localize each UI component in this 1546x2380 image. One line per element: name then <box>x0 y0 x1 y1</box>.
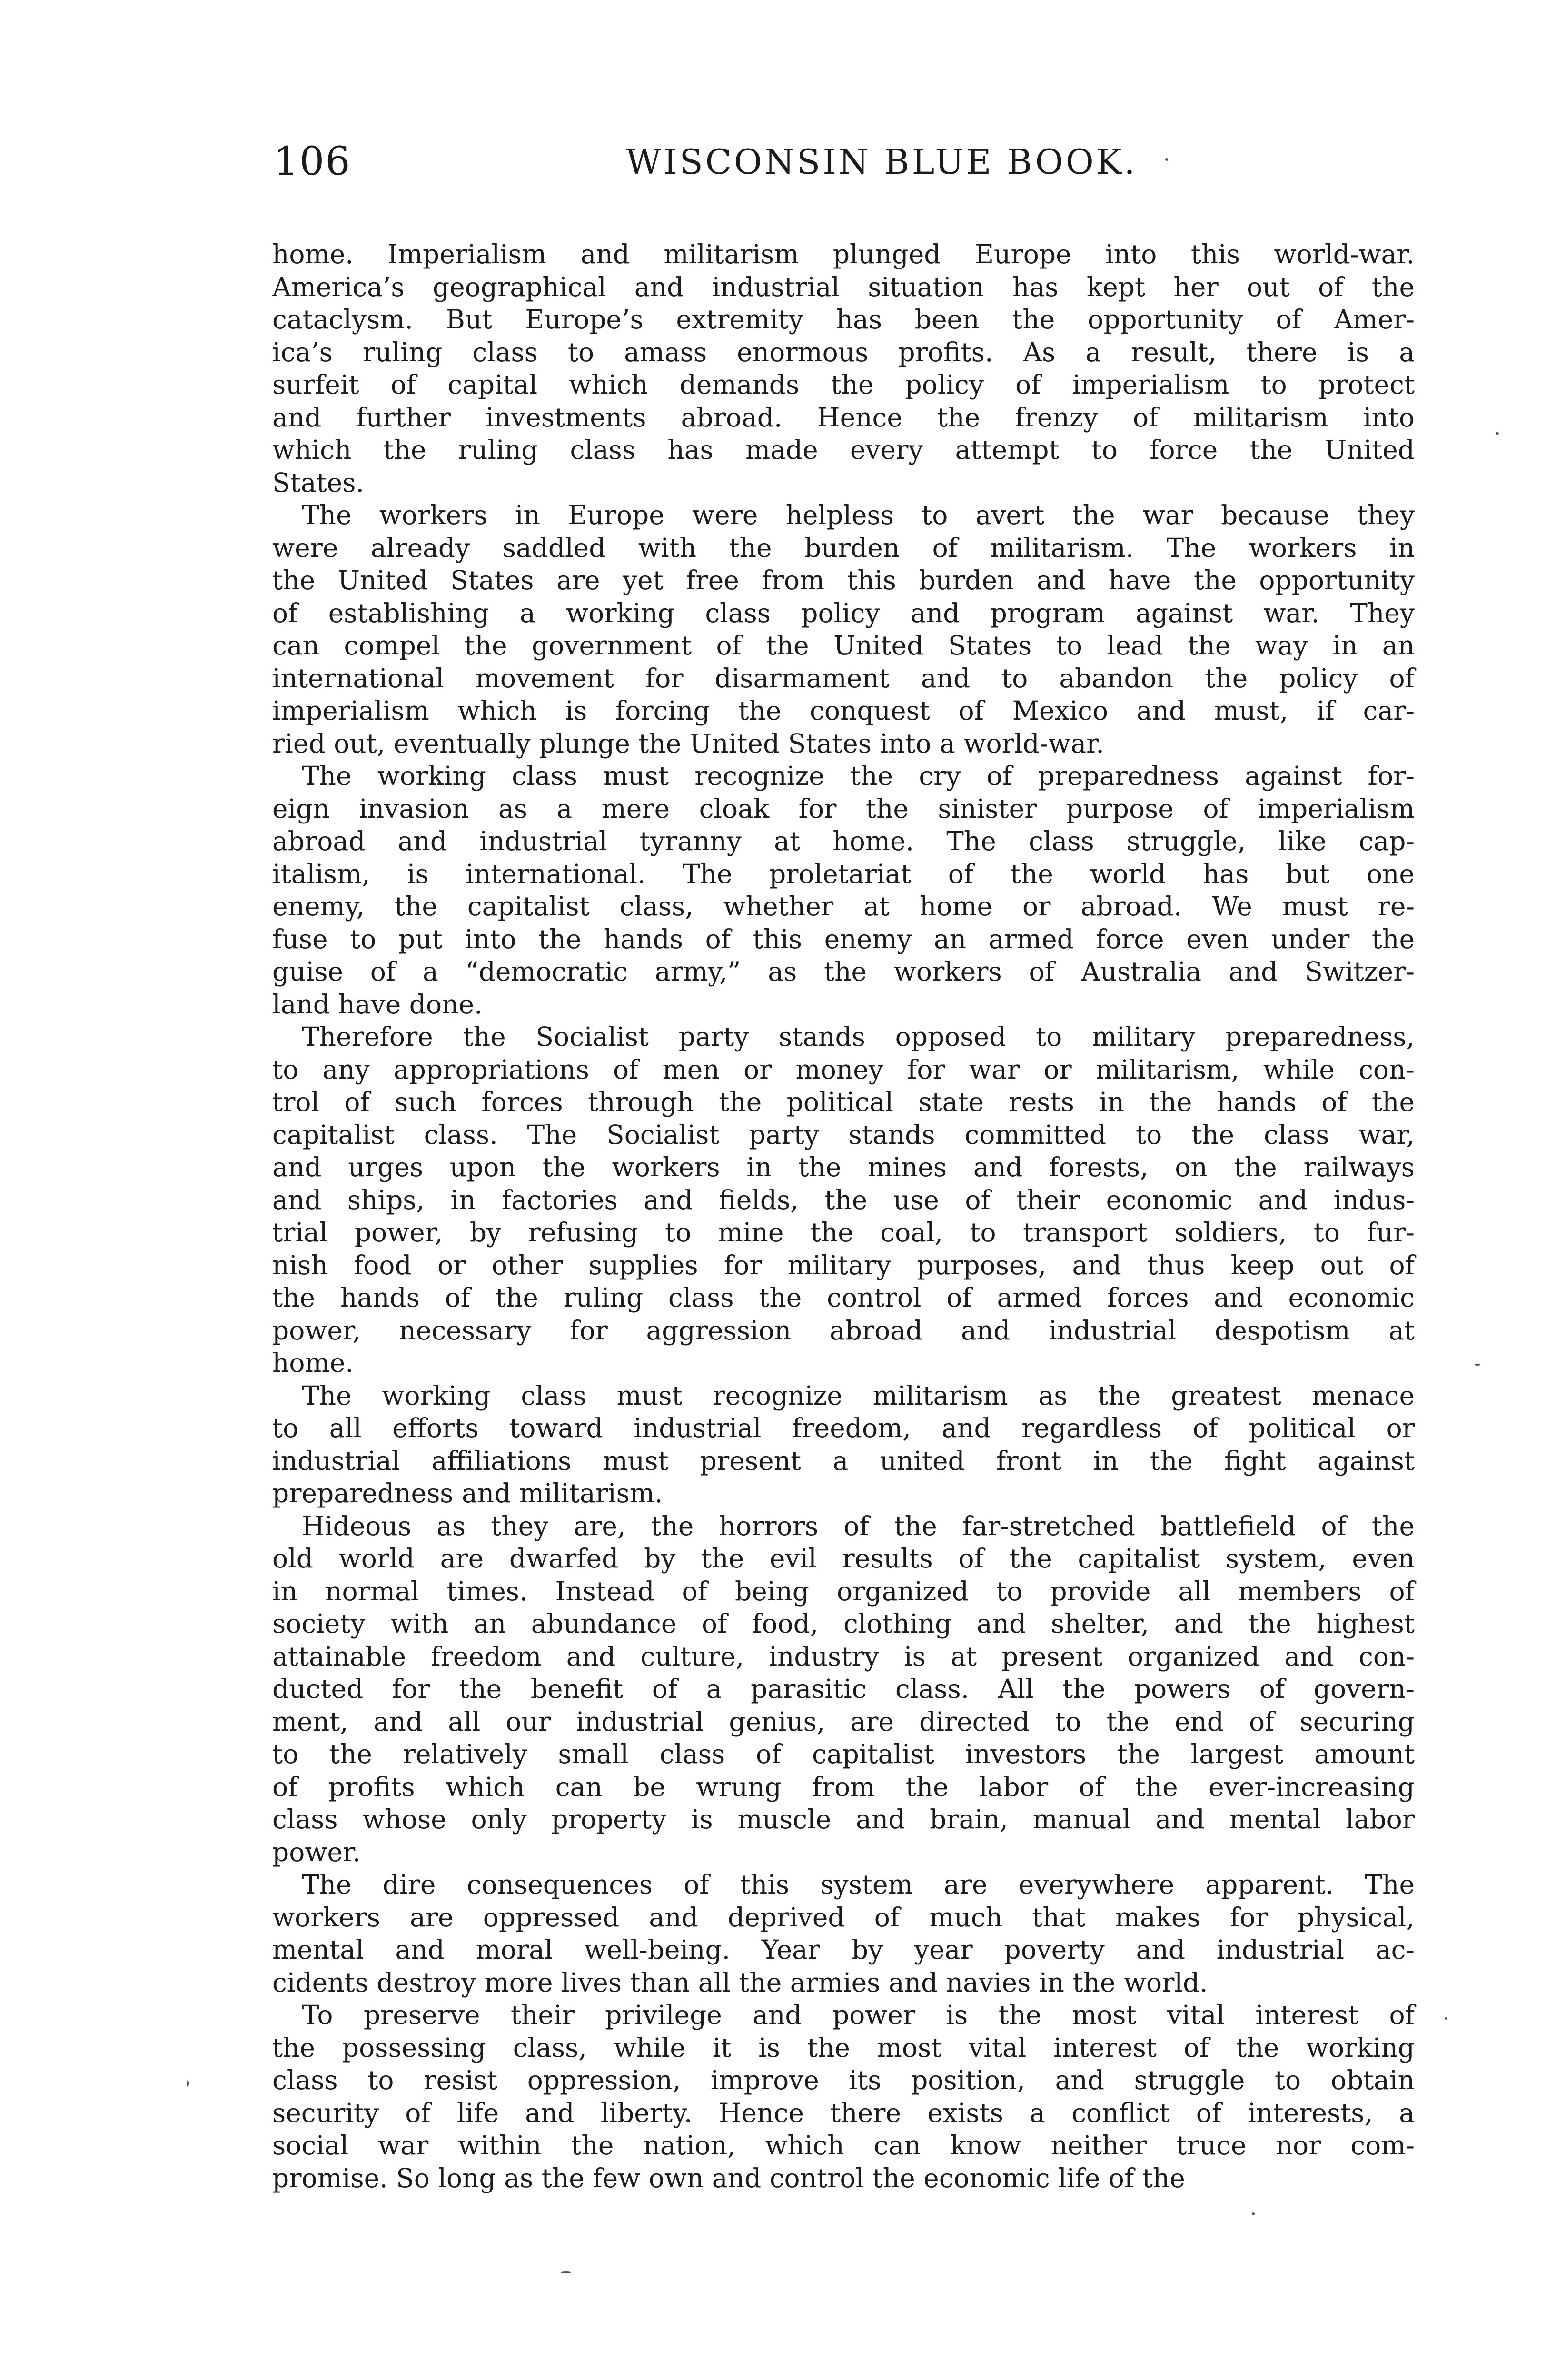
text-line: workers are oppressed and deprived of much that makes for physical, <box>272 1902 1415 1933</box>
text-line: imperialism which is forcing the conquest of Mexico and must, if car- <box>272 695 1415 726</box>
text-line: to any appropriations of men or money for war or militarism, while con- <box>272 1054 1415 1085</box>
text-line: guise of a “democratic army,” as the workers of Australia and Switzer- <box>272 956 1415 987</box>
text-line: Therefore the Socialist party stands opposed to military preparedness, <box>302 1021 1415 1052</box>
text-line: eign invasion as a mere cloak for the sinister purpose of imperialism <box>272 793 1415 824</box>
text-line: to the relatively small class of capitalist investors the largest amount <box>272 1739 1415 1769</box>
text-line: States. <box>272 467 364 498</box>
scan-speck <box>1475 1364 1480 1366</box>
text-line: attainable freedom and culture, industry is at present organized and con- <box>272 1641 1415 1672</box>
text-line: the hands of the ruling class the control of armed forces and economic <box>272 1282 1415 1313</box>
paragraph <box>272 499 1415 760</box>
page-number: 106 <box>274 139 351 184</box>
text-line: international movement for disarmament and to abandon the policy of <box>272 663 1415 694</box>
paragraph <box>272 1379 1415 1510</box>
text-line: capitalist class. The Socialist party stands committed to the class war, <box>272 1119 1415 1150</box>
page-header <box>274 138 1416 190</box>
text-line: ducted for the benefit of a parasitic class. All the powers of govern- <box>272 1674 1415 1704</box>
text-line: The dire consequences of this system are everywhere apparent. The <box>302 1869 1415 1900</box>
text-line: To preserve their privilege and power is the most vital interest of <box>302 2000 1415 2030</box>
text-line: the possessing class, while it is the most vital interest of the working <box>272 2032 1415 2063</box>
text-line: surfeit of capital which demands the policy of imperialism to protect <box>272 369 1415 400</box>
text-line: home. <box>272 1348 354 1378</box>
paragraph <box>272 1510 1415 1869</box>
scan-speck <box>1252 2212 1255 2215</box>
text-line: cidents destroy more lives than all the armies and navies in the world. <box>272 1967 1208 1998</box>
paragraph <box>272 760 1415 1021</box>
text-line: were already saddled with the burden of militarism. The workers in <box>272 532 1415 563</box>
scan-speck <box>1165 158 1168 161</box>
text-line: cataclysm. But Europe’s extremity has been the opportunity of Amer- <box>272 304 1415 335</box>
text-line: society with an abundance of food, clothing and shelter, and the highest <box>272 1608 1415 1639</box>
text-line: power, necessary for aggression abroad and industrial despotism at <box>272 1315 1415 1346</box>
text-line: which the ruling class has made every attempt to force the United <box>272 435 1415 465</box>
text-line: The working class must recognize the cry of preparedness against for- <box>302 761 1415 791</box>
paragraph <box>272 1868 1415 1999</box>
text-line: and further investments abroad. Hence the frenzy of militarism into <box>272 402 1415 433</box>
text-line: and ships, in factories and fields, the use of their economic and indus- <box>272 1184 1415 1215</box>
scan-speck <box>1496 432 1499 435</box>
text-line: security of life and liberty. Hence there exists a conflict of interests, a <box>272 2097 1415 2128</box>
text-line: Hideous as they are, the horrors of the far-stretched battlefield of the <box>302 1510 1415 1541</box>
text-line: in normal times. Instead of being organized to provide all members of <box>272 1576 1415 1606</box>
body-text <box>272 238 1415 2194</box>
text-line: preparedness and militarism. <box>272 1478 663 1508</box>
text-line: can compel the government of the United States to lead the way in an <box>272 630 1415 661</box>
text-line: class whose only property is muscle and brain, manual and mental labor <box>272 1804 1415 1835</box>
running-title: WISCONSIN BLUE BOOK. <box>626 142 1138 182</box>
text-line: fuse to put into the hands of this enemy an armed force even under the <box>272 923 1415 954</box>
text-line: to all efforts toward industrial freedom, and regardless of political or <box>272 1413 1415 1443</box>
text-line: of profits which can be wrung from the labor of the ever-increasing <box>272 1771 1415 1802</box>
text-line: ment, and all our industrial genius, are directed to the end of securing <box>272 1706 1415 1737</box>
text-line: trol of such forces through the political state rests in the hands of the <box>272 1087 1415 1117</box>
text-line: abroad and industrial tyranny at home. The class struggle, like cap- <box>272 826 1415 856</box>
text-line: social war within the nation, which can know neither truce nor com- <box>272 2130 1415 2161</box>
text-line: America’s geographical and industrial situation has kept her out of the <box>272 271 1415 302</box>
text-line: The workers in Europe were helpless to avert the war because they <box>302 500 1415 530</box>
paragraph <box>272 238 1415 499</box>
text-line: and urges upon the workers in the mines and forests, on the railways <box>272 1152 1415 1182</box>
paragraph <box>272 1999 1415 2194</box>
paragraph <box>272 1021 1415 1379</box>
text-line: promise. So long as the few own and control the economic life of the <box>272 2162 1185 2193</box>
text-line: power. <box>272 1836 361 1867</box>
text-line: home. Imperialism and militarism plunged Europe into this world-war. <box>272 239 1415 269</box>
text-line: trial power, by refusing to mine the coal, to transport soldiers, to fur- <box>272 1217 1415 1248</box>
text-line: The working class must recognize militarism as the greatest menace <box>302 1380 1415 1411</box>
text-line: ried out, eventually plunge the United States into a world-war. <box>272 728 1104 759</box>
scan-speck <box>187 2080 189 2087</box>
text-line: industrial affiliations must present a united front in the fight against <box>272 1445 1415 1476</box>
text-line: enemy, the capitalist class, whether at home or abroad. We must re- <box>272 891 1415 922</box>
text-line: of establishing a working class policy and program against war. They <box>272 597 1415 628</box>
text-line: old world are dwarfed by the evil results of the capitalist system, even <box>272 1543 1415 1574</box>
text-line: land have done. <box>272 989 483 1020</box>
text-line: ica’s ruling class to amass enormous profits. As a result, there is a <box>272 337 1415 367</box>
scan-speck <box>1445 2017 1447 2020</box>
text-line: italism, is international. The proletariat of the world has but one <box>272 858 1415 889</box>
text-line: class to resist oppression, improve its position, and struggle to obtain <box>272 2065 1415 2095</box>
text-line: mental and moral well-being. Year by year poverty and industrial ac- <box>272 1934 1415 1965</box>
text-line: the United States are yet free from this burden and have the opportunity <box>272 565 1415 595</box>
scan-speck <box>561 2271 571 2273</box>
text-line: nish food or other supplies for military purposes, and thus keep out of <box>272 1250 1415 1280</box>
